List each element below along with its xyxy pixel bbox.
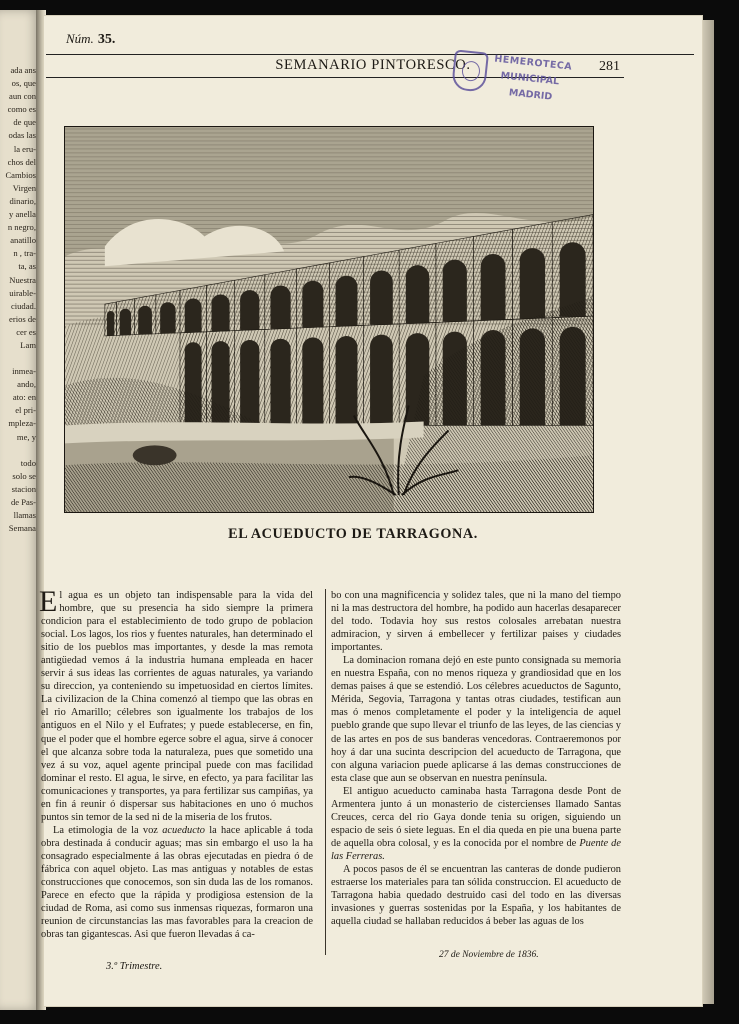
facing-page-line: mpleza- (8, 418, 36, 429)
paragraph-5-emphasis: Puente de las Ferreras. (331, 837, 621, 862)
facing-page-line: todo (20, 457, 36, 468)
facing-page-line: Nuestra (9, 274, 36, 285)
footer-trimester: 3.º Trimestre. (106, 961, 163, 972)
facing-page-line: Lam (20, 339, 36, 350)
facing-page-line: me, y (16, 431, 36, 442)
issue-label: Núm. (66, 31, 94, 46)
facing-page-line (0, 352, 40, 365)
article-column-right (331, 589, 621, 928)
stamp-line-3: MADRID (508, 87, 553, 103)
newspaper-page (39, 16, 702, 1006)
facing-page-line: ando, (17, 379, 36, 390)
facing-page-line: anatillo (10, 235, 36, 246)
facing-page-line: ada ans (10, 65, 36, 75)
facing-page-line: erios de (9, 313, 36, 324)
facing-page-line (0, 444, 40, 457)
facing-page-line: el pri- (15, 405, 36, 416)
facing-page (0, 10, 40, 1010)
facing-page-line: ato: en (12, 392, 36, 403)
paragraph-2 (41, 824, 313, 941)
paragraph-4: La dominacion romana dejó en este punto consignada su memoria en nuestra España, con no menos riqueza y grandiosidad que en los demas paises á que se estendió. Los célebres acueductos de Sagunto, Mérida, Segovia, Tarragona y tantas otras ciudades, testifican aun mas ó menos completamente el poder y la inteligencia de aquel pueblo grande que supo llevar el triunfo de las leyes, de las ciencias y de las artes en pos de sus banderas vencedoras. Contraeremonos por hoy á dar una sucinta descripcion del acueducto de Tarragona, que con alguna variacion puede aplicarse á las demas construcciones de esta clase que aun se observan en nuestra península. (331, 655, 621, 784)
facing-page-line: Semana (8, 523, 36, 534)
footer-date: 27 de Noviembre de 1836. (439, 950, 539, 960)
facing-page-line: llamas (13, 510, 36, 520)
facing-page-line: chos del (7, 156, 36, 167)
facing-page-line: ta, as (18, 261, 36, 272)
facing-page-line: stacion (11, 483, 36, 494)
facing-page-line: la eru- (13, 143, 36, 154)
paragraph-1-text: l agua es un objeto tan indispensable para la vida del hombre, que su presencia ha sido siempre la primera condicion para el establecimiento de todo grupo de poblacion social. Los lagos, los rios y fuentes naturales, han determinado el sitio de los pueblos mas importantes, y desde la mas remota antigüedad vemos á la industria humana empleada en hacer servir á sus ideas las corrientes de aguas naturales, ya variando su direccion, ya conteniendo su impetuosidad en ciertos límites. La civilizacion de la China comenzó al tiempo que las obras en el rio Amarillo; célebres son igualmente los trabajos de los antiguos en el Nilo y el Eufrates; y puede establecerse, en fin, que el poder que el hombre egerce sobre el agua, sirve á conocer el que alcanza sobre toda la naturaleza, pues que sometido una vez á su voz, aquel agente principal puede con mas facilidad dominar el resto. El agua, le sirve, en efecto, ya para facilitar las comunicaciones y transportes, ya para fertilizar sus campiñas, ya en fin á reunir ó dispersar sus habitaciones en uno ó muchos puntos sin temor de la sed ni de la miseria de los frutos. (41, 590, 313, 823)
page-edge (700, 20, 714, 1004)
facing-page-line: de Pas- (10, 496, 36, 507)
issue-number (66, 31, 115, 48)
coat-of-arms-icon (451, 49, 489, 92)
paragraph-3: bo con una magnificencia y solidez tales, que ni la mano del tiempo ni la mas destructora del hombre, ha podido aun hacerlas desaparecer del todo. Todavia hoy sus restos colosales arrebatan nuestra admiracion, y sirven á embellecer y fertilizar paises y ciudades importantes. (331, 590, 621, 654)
paragraph-2-emphasis: acueducto (162, 824, 205, 836)
paragraph-6: A pocos pasos de él se encuentran las canteras de donde pudieron estraerse los materiales para tan sólida construccion. El acueducto de Tarragona habia quedado destruido casi del todo en las diversas invasiones y guerras sostenidas por la España, y los habitantes de aquella ciudad se hallaban reducidos á beber las aguas de los (331, 863, 621, 928)
paragraph-5-text: El antiguo acueducto caminaba hasta Tarragona desde Pont de Armentera junto á un monasterio de cistercienses llamado Santas Creuces, cerca del rio Gaya donde tenia su origen, siguiendo un espacio de seis ó siete leguas. En el dia queda en pie una buena parte de aquella obra colosal, y es la conocida por el nombre de (331, 785, 621, 849)
paragraph-1 (39, 585, 313, 824)
stamp-line-1: HEMEROTECA (493, 53, 573, 73)
engraving-illustration (65, 127, 593, 512)
facing-page-line: solo se (12, 470, 36, 481)
facing-page-line: n negro, (7, 222, 36, 233)
library-stamp (449, 45, 585, 120)
facing-page-line: y anella (9, 209, 36, 220)
facing-page-line: de que (13, 117, 36, 128)
article-title: EL ACUEDUCTO DE TARRAGONA. (228, 526, 478, 542)
facing-page-line: dinario, (9, 195, 36, 206)
paragraph-5 (331, 785, 621, 863)
issue-value: 35. (97, 32, 116, 47)
facing-page-line: Virgen (12, 182, 36, 193)
masthead-title: SEMANARIO PINTORESCO. (275, 57, 471, 73)
article-column-left (39, 585, 313, 941)
stamp-line-2: MUNICIPAL (500, 70, 560, 88)
facing-page-line: inmea- (12, 366, 36, 377)
facing-page-line: odas las (8, 130, 36, 141)
facing-page-line: aun con (9, 91, 36, 102)
facing-page-line: ciudad. (10, 300, 36, 311)
page-number: 281 (599, 59, 620, 74)
drop-cap: E (39, 585, 58, 618)
paragraph-2-text-b: la hace aplicable á toda obra destinada á conducir aguas; mas sin embargo el uso la ha consagrado especialmente á las obras ejecutadas en piedra ó de fábrica con aquel objeto. Las mas antiguas y notables de estas construcciones que conocemos, son sin duda las de los romanos. Parece en efecto que la rápida y prodigiosa estension de la ciudad de Roma, asi como sus inmensas riquezas, formaron una reunion de circunstancias las mas favorables para la creacion de obras tan gigantescas. Asi que fueron llevadas á ca- (41, 824, 313, 941)
facing-page-line: uirable- (9, 287, 36, 298)
facing-page-line: Cambios (5, 169, 36, 180)
aqueduct-engraving (64, 126, 594, 513)
facing-page-line: os, que (11, 78, 36, 89)
header-rule-top (46, 54, 694, 55)
paragraph-2-text-a: La etimologia de la voz (53, 824, 163, 836)
facing-page-line: como es (7, 104, 36, 115)
facing-page-line: n , tra- (13, 248, 36, 259)
facing-page-line: cer es (16, 326, 36, 337)
column-divider (325, 589, 326, 955)
